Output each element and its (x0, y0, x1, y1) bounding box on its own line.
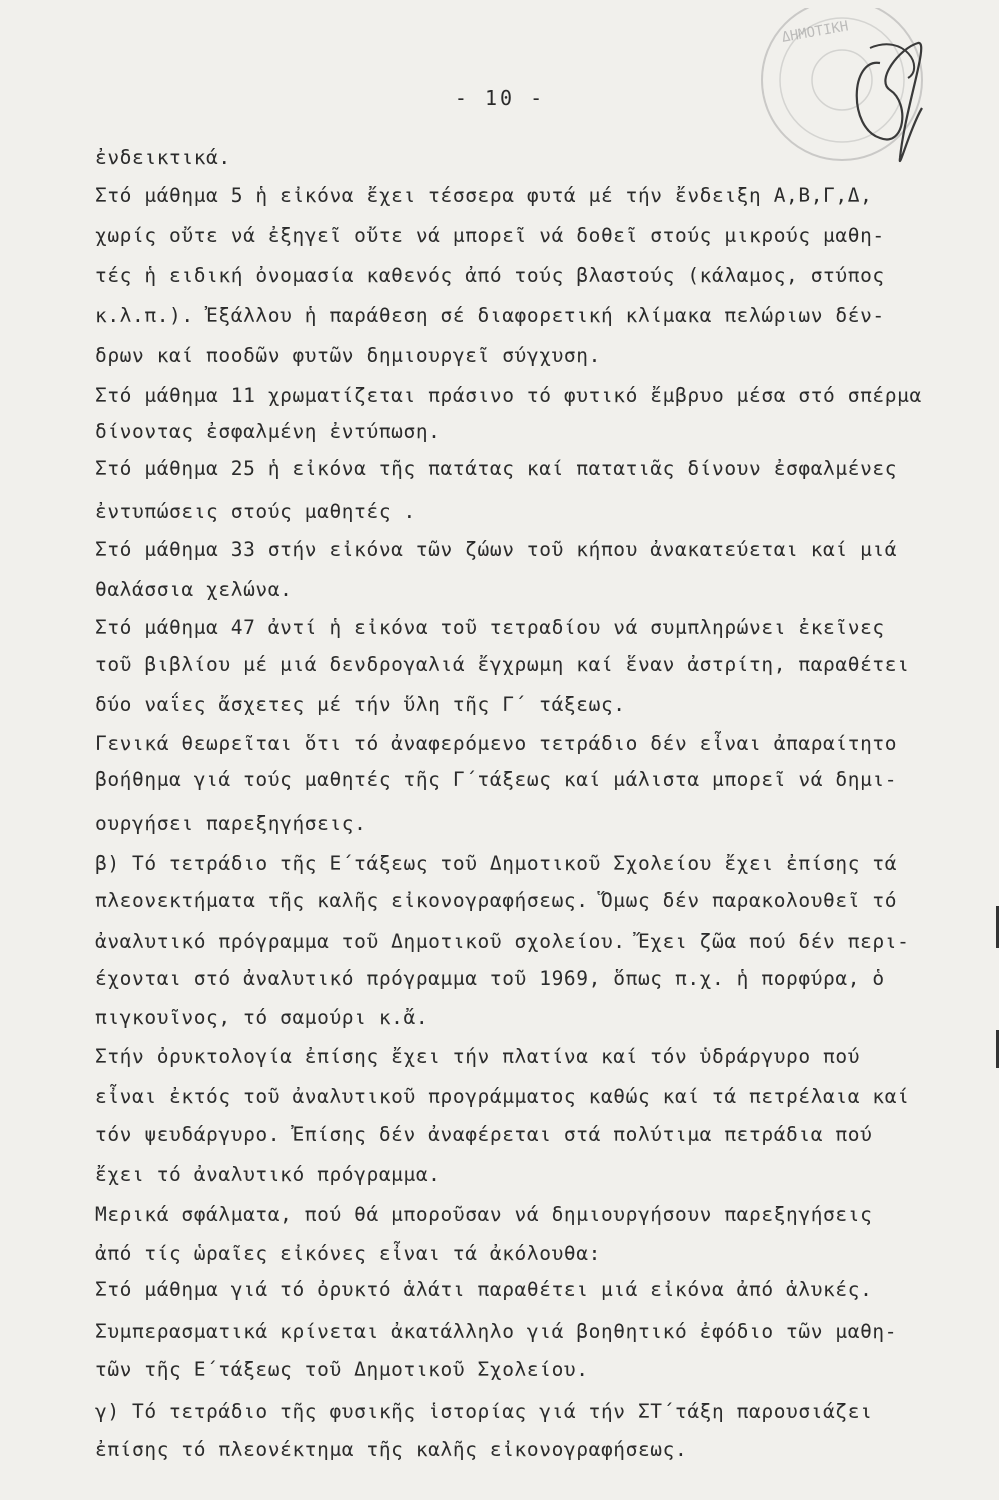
text-line: γ) Τό τετράδιο τῆς φυσικῆς ἱστορίας γιά τήν ΣΤ΄τάξη παρουσιάζει (95, 1400, 873, 1423)
text-line: Στό μάθημα γιά τό ὀρυκτό ἁλάτι παραθέτει μιά εἰκόνα ἀπό ἁλυκές. (95, 1278, 873, 1301)
text-line: Στό μάθημα 25 ἡ εἰκόνα τῆς πατάτας καί πατατιᾶς δίνουν ἐσφαλμένες (95, 457, 898, 480)
text-line: εἶναι ἐκτός τοῦ ἀναλυτικοῦ προγράμματος καθώς καί τά πετρέλαια καί (95, 1085, 910, 1108)
text-line: Συμπερασματικά κρίνεται ἀκατάλληλο γιά βοηθητικό ἐφόδιο τῶν μαθη- (95, 1320, 898, 1343)
text-line: τοῦ βιβλίου μέ μιά δενδρογαλιά ἔγχρωμη καί ἕναν ἀστρίτη, παραθέτει (95, 653, 910, 676)
text-line: βοήθημα γιά τούς μαθητές τῆς Γ΄τάξεως καί μάλιστα μπορεῖ νά δημι- (95, 768, 898, 791)
text-line: Στό μάθημα 47 ἀντί ἡ εἰκόνα τοῦ τετραδίου νά συμπληρώνει ἐκεῖνες (95, 616, 885, 639)
text-line: Στό μάθημα 5 ἡ εἰκόνα ἔχει τέσσερα φυτά μέ τήν ἔνδειξη Α,Β,Γ,Δ, (95, 184, 873, 207)
text-line: Στήν ὀρυκτολογία ἐπίσης ἔχει τήν πλατίνα καί τόν ὑδράργυρο πού (95, 1045, 861, 1068)
text-line: Στό μάθημα 33 στήν εἰκόνα τῶν ζώων τοῦ κήπου ἀνακατεύεται καί μιά (95, 538, 898, 561)
text-line: έχονται στό ἀναλυτικό πρόγραμμα τοῦ 1969, ὅπως π.χ. ἡ πορφύρα, ὁ (95, 967, 885, 990)
text-line: Γενικά θεωρεῖται ὅτι τό ἀναφερόμενο τετράδιο δέν εἶναι ἀπαραίτητο (95, 732, 898, 755)
text-line: τῶν τῆς Ε΄τάξεως τοῦ Δημοτικοῦ Σχολείου. (95, 1358, 589, 1381)
text-line: ἀναλυτικό πρόγραμμα τοῦ Δημοτικοῦ σχολείου. Ἔχει ζῶα πού δέν περι- (95, 930, 910, 953)
text-line: β) Τό τετράδιο τῆς Ε΄τάξεως τοῦ Δημοτικοῦ Σχολείου ἔχει ἐπίσης τά (95, 852, 898, 875)
text-line: ἔχει τό ἀναλυτικό πρόγραμμα. (95, 1163, 441, 1186)
text-line: Μερικά σφάλματα, πού θά μποροῦσαν νά δημιουργήσουν παρεξηγήσεις (95, 1203, 873, 1226)
text-line: ἐπίσης τό πλεονέκτημα τῆς καλῆς εἰκονογραφήσεως. (95, 1438, 688, 1461)
text-line: δίνοντας ἐσφαλμένη ἐντύπωση. (95, 420, 441, 443)
stamp-and-signature (730, 8, 970, 193)
text-line: Στό μάθημα 11 χρωματίζεται πράσινο τό φυτικό ἔμβρυο μέσα στό σπέρμα (95, 384, 922, 407)
text-line: δρων καί ποοδῶν φυτῶν δημιουργεῖ σύγχυση. (95, 344, 601, 367)
page-number: - 10 - (454, 86, 546, 110)
text-line: ἐνδεικτικά. (95, 146, 231, 169)
text-line: τές ἡ ειδική ὀνομασία καθενός ἀπό τούς βλαστούς (κάλαμος, στύπος (95, 264, 885, 287)
text-line: πλεονεκτήματα τῆς καλῆς εἰκονογραφήσεως. Ὅμως δέν παρακολουθεῖ τό (95, 889, 898, 912)
text-line: δύο ναΐες ἄσχετες μέ τήν ὕλη τῆς Γ΄ τάξεως. (95, 693, 626, 716)
text-line: πιγκουῖνος, τό σαμούρι κ.ἄ. (95, 1006, 429, 1029)
text-line: ἐντυπώσεις στούς μαθητές . (95, 500, 416, 523)
text-line: χωρίς οὔτε νά ἐξηγεῖ οὔτε νά μπορεῖ νά δοθεῖ στούς μικρούς μαθη- (95, 224, 885, 247)
stamp-text: ΔΗΜΟΤΙΚΗ (780, 18, 850, 46)
text-line: ουργήσει παρεξηγήσεις. (95, 812, 367, 835)
text-line: θαλάσσια χελώνα. (95, 578, 293, 601)
text-line: τόν ψευδάργυρο. Ἐπίσης δέν ἀναφέρεται στά πολύτιμα πετράδια πού (95, 1123, 873, 1146)
text-line: ἀπό τίς ὡραῖες εἰκόνες εἶναι τά ἀκόλουθα: (95, 1242, 601, 1265)
text-line: κ.λ.π.). Ἐξάλλου ἡ παράθεση σέ διαφορετική κλίμακα πελώριων δέν- (95, 304, 885, 327)
